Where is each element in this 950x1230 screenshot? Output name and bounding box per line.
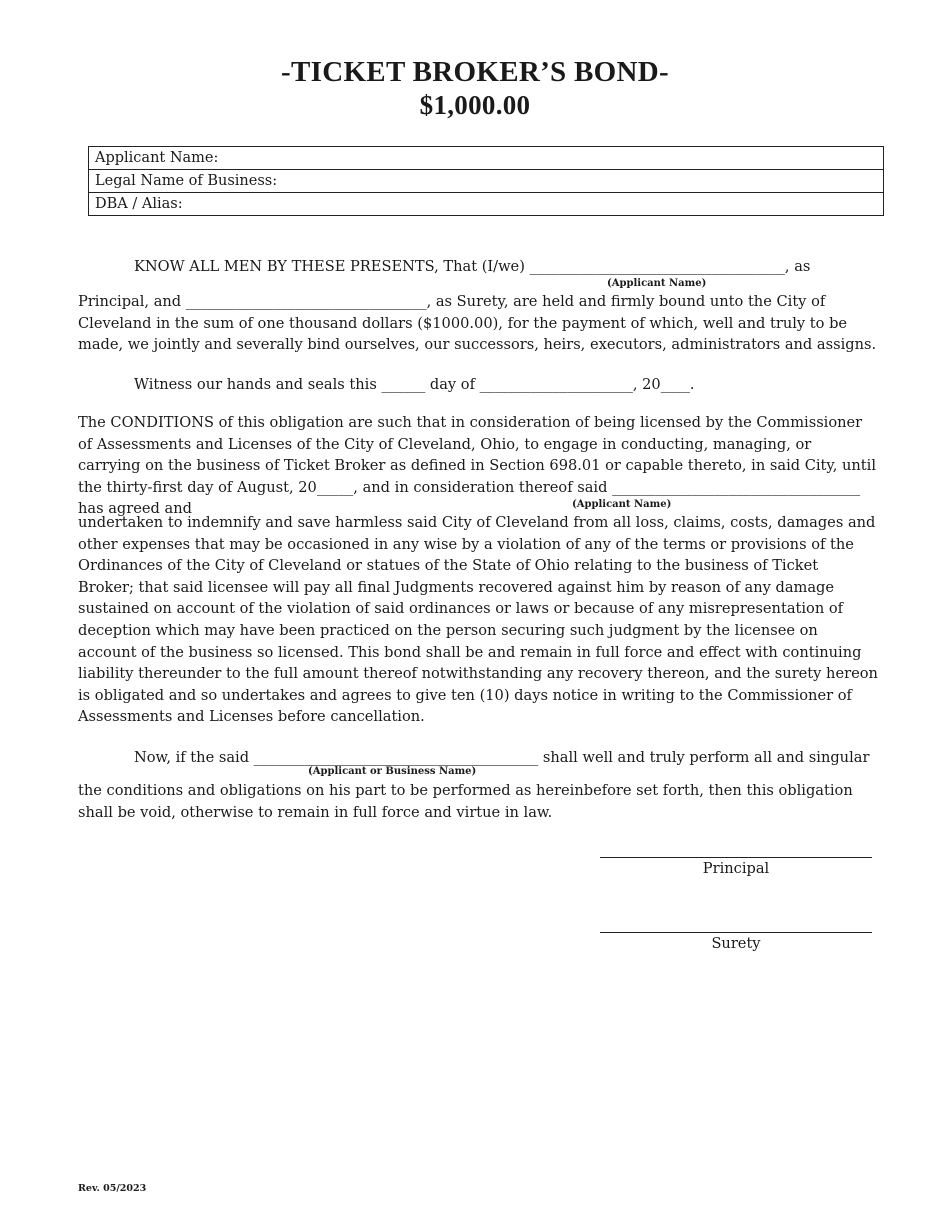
applicant-business-caption: (Applicant or Business Name) <box>308 766 477 777</box>
performance-clause-rest: the conditions and obligations on his part to be performed as hereinbefore set forth, then this obligation shall be void, otherwise to remain in full force and virtue in law. <box>78 782 853 821</box>
principal-label: Principal <box>702 860 770 877</box>
principal-signature-line[interactable] <box>600 857 872 858</box>
presents-clause-rest: Principal, and _________________________________, as Surety, are held and firmly bound unto the City of Cleveland in the sum of one thousand dollars ($1000.00), for the payment of which, well and truly to be made, we jointly and severally bind ourselves, our successors, heirs, executors, administrators and assigns. <box>78 293 877 354</box>
applicant-name-caption: (Applicant Name) <box>607 278 707 289</box>
presents-clause-line1: KNOW ALL MEN BY THESE PRESENTS, That (I/we) ___________________________________, as <box>134 258 811 275</box>
table-row <box>89 170 884 193</box>
table-row <box>89 147 884 170</box>
dba-alias-field[interactable]: DBA / Alias: <box>89 193 884 216</box>
performance-clause-line1: Now, if the said _______________________________________ shall well and truly perform all and singular <box>134 749 870 766</box>
conditions-clause-part2: undertaken to indemnify and save harmless said City of Cleveland from all loss, claims, costs, damages and other expenses that may be occasioned in any wise by a violation of any of the terms or provisions of the Ordinances of the City of Cleveland or statues of the State of Ohio relating to the business of Ticket Broker; that said licensee will pay all final Judgments recovered against him by reason of any damage sustained on account of the violation of said ordinances or laws or because of any misrepresentation of deception which may have been practiced on the person securing such judgment by the licensee on account of the business so licensed. This bond shall be and remain in full force and effect with continuing liability thereunder to the full amount thereof notwithstanding any recovery thereon, and the surety hereon is obligated and so undertakes and agrees to give ten (10) days notice in writing to the Commissioner of Assessments and Licenses before cancellation. <box>78 514 878 726</box>
surety-signature-line[interactable] <box>600 932 872 933</box>
witness-clause: Witness our hands and seals this ______ day of _____________________, 20____. <box>134 376 695 393</box>
conditions-clause-part1: The CONDITIONS of this obligation are such that in consideration of being licensed by the Commissioner of Assessments and Licenses of the City of Cleveland, Ohio, to engage in conducting, managing, or carrying on the business of Ticket Broker as defined in Section 698.01 or capable thereto, in said City, until the thirty-first day of August, 20_____, and in consideration thereof said __________________________________ has agreed and <box>78 414 876 518</box>
applicant-info-table <box>88 146 884 216</box>
surety-label: Surety <box>711 935 761 952</box>
revision-date: Rev. 05/2023 <box>78 1183 147 1194</box>
table-row <box>89 193 884 216</box>
legal-business-name-field[interactable]: Legal Name of Business: <box>89 170 884 193</box>
bond-amount: $1,000.00 <box>419 90 531 120</box>
document-title: -TICKET BROKER’S BOND- <box>281 56 669 88</box>
conditions-applicant-caption: (Applicant Name) <box>572 499 672 510</box>
applicant-name-field[interactable]: Applicant Name: <box>89 147 884 170</box>
